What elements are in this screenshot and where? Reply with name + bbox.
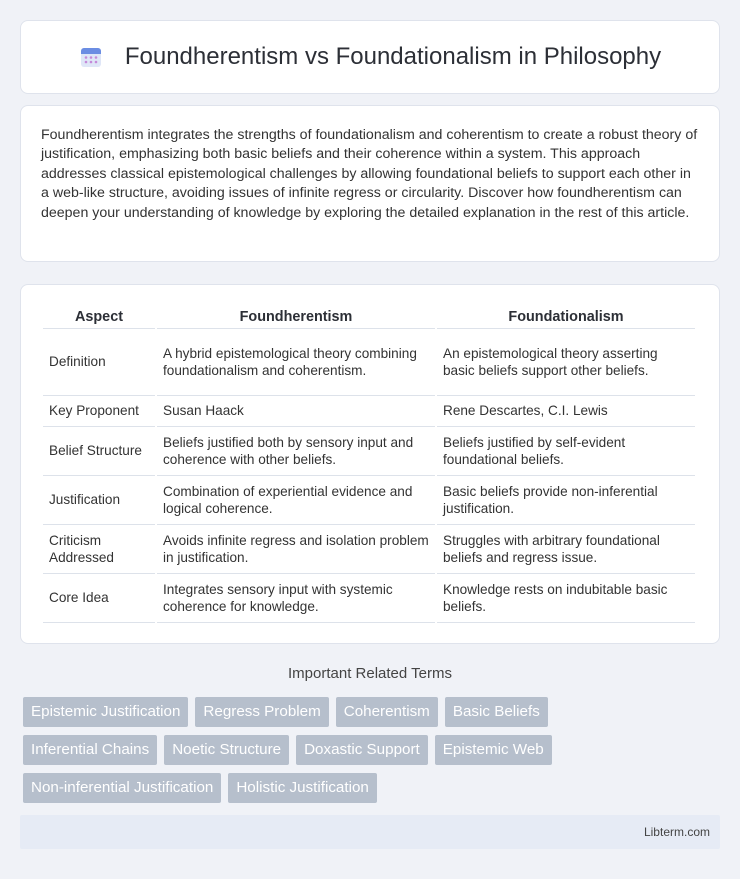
foundationalism-cell: Rene Descartes, C.I. Lewis (437, 396, 695, 427)
tag-noetic-structure[interactable]: Noetic Structure (164, 735, 289, 765)
related-terms-list (23, 697, 723, 811)
tag-row (23, 697, 723, 727)
header-foundationalism: Foundationalism (437, 305, 695, 329)
foundationalism-cell: Beliefs justified by self-evident foundational beliefs. (437, 427, 695, 476)
footer (20, 815, 720, 849)
header-foundherentism: Foundherentism (157, 305, 435, 329)
header-card (20, 20, 720, 94)
foundherentism-cell: Integrates sensory input with systemic coherence for knowledge. (157, 574, 435, 623)
aspect-cell: Justification (43, 476, 155, 525)
foundationalism-cell: Knowledge rests on indubitable basic beliefs. (437, 574, 695, 623)
tag-epistemic-justification[interactable]: Epistemic Justification (23, 697, 188, 727)
calendar-icon (79, 45, 103, 69)
tag-coherentism[interactable]: Coherentism (336, 697, 438, 727)
foundationalism-cell: An epistemological theory asserting basic beliefs support other beliefs. (437, 329, 695, 396)
foundherentism-cell: A hybrid epistemological theory combining foundationalism and coherentism. (157, 329, 435, 396)
related-terms-title: Important Related Terms (288, 665, 452, 682)
aspect-cell: Core Idea (43, 574, 155, 623)
page-title: Foundherentism vs Foundationalism in Philosophy (124, 43, 662, 70)
aspect-cell: Criticism Addressed (43, 525, 155, 574)
aspect-cell: Definition (43, 329, 155, 396)
foundherentism-cell: Avoids infinite regress and isolation problem in justification. (157, 525, 435, 574)
tag-row (23, 735, 723, 765)
intro-card (20, 105, 720, 262)
tag-inferential-chains[interactable]: Inferential Chains (23, 735, 157, 765)
intro-text: Foundherentism integrates the strengths of foundationalism and coherentism to create a robust theory of justification, emphasizing both basic beliefs and their coherence within a system. This approach addresses classical epistemological challenges by allowing foundational beliefs to support each other in a web-like structure, avoiding issues of infinite regress or circularity. Discover how foundherentism can deepen your understanding of knowledge by exploring the detailed explanation in the rest of this article. (41, 127, 698, 221)
tag-basic-beliefs[interactable]: Basic Beliefs (445, 697, 548, 727)
tag-row (23, 773, 723, 803)
footer-brand-link[interactable]: Libterm.com (643, 825, 710, 839)
table-row (43, 476, 695, 525)
header-aspect: Aspect (43, 305, 155, 329)
foundherentism-cell: Beliefs justified both by sensory input and coherence with other beliefs. (157, 427, 435, 476)
table-row (43, 329, 695, 396)
foundationalism-cell: Basic beliefs provide non-inferential justification. (437, 476, 695, 525)
tag-doxastic-support[interactable]: Doxastic Support (296, 735, 428, 765)
tag-holistic-justification[interactable]: Holistic Justification (228, 773, 377, 803)
comparison-card (20, 284, 720, 644)
aspect-cell: Key Proponent (43, 396, 155, 427)
tag-regress-problem[interactable]: Regress Problem (195, 697, 328, 727)
table-row (43, 427, 695, 476)
aspect-cell: Belief Structure (43, 427, 155, 476)
foundherentism-cell: Susan Haack (157, 396, 435, 427)
comparison-table (41, 305, 697, 623)
foundherentism-cell: Combination of experiential evidence and logical coherence. (157, 476, 435, 525)
tag-non-inferential-justification[interactable]: Non-inferential Justification (23, 773, 221, 803)
table-header-row (43, 305, 695, 329)
foundationalism-cell: Struggles with arbitrary foundational beliefs and regress issue. (437, 525, 695, 574)
tag-epistemic-web[interactable]: Epistemic Web (435, 735, 552, 765)
table-row (43, 525, 695, 574)
table-row (43, 574, 695, 623)
table-row (43, 396, 695, 427)
